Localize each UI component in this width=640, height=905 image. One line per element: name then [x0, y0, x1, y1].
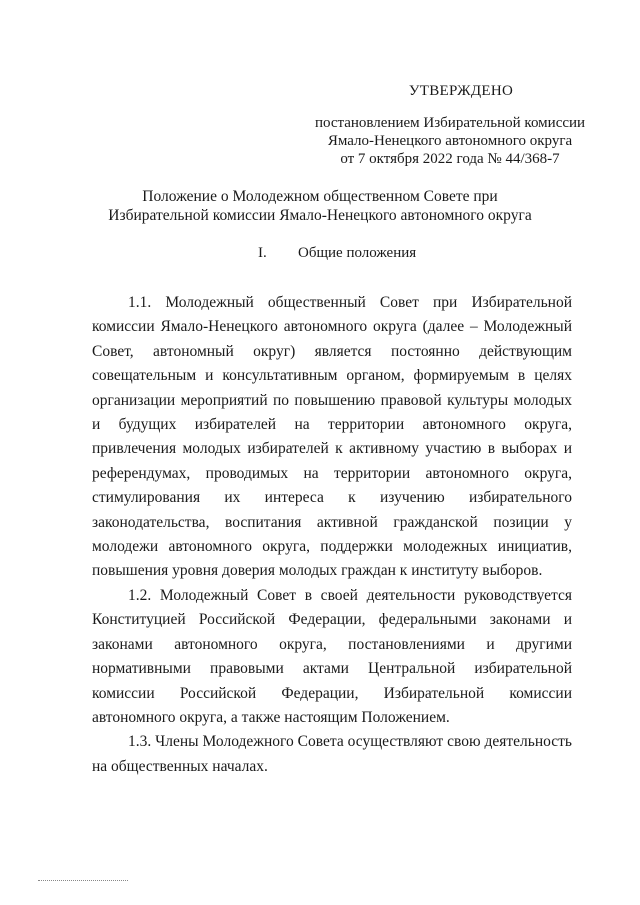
section-number: I. — [258, 245, 267, 261]
document-title-line-1: Положение о Молодежном общественном Совете при — [142, 188, 498, 205]
approval-line-2: Ямало-Ненецкого автономного округа — [327, 133, 573, 149]
paragraph-1-3: 1.3. Члены Молодежного Совета осуществляют свою деятельность на общественных началах. — [92, 733, 572, 775]
paragraph-1-1: 1.1. Молодежный общественный Совет при Избирательной комиссии Ямало-Ненецкого автономного округа (далее – Молодежный Совет, автономный округ) является постоянно действующим совещательным и консультативным органом, формируемым в целях организации мероприятий по повышению правовой культуры молодых и будущих избирателей на территории автономного округа, привлечения молодых избирателей к активному участию в выборах и референдумах, проводимых на территории автономного округа, стимулирования их интереса к изучению избирательного законодательства, воспитания активной гражданской позиции у молодежи автономного округа, поддержки молодежных инициатив, повышения уровня доверия молодых граждан к институту выборов. — [92, 294, 572, 580]
footer-divider — [38, 880, 128, 882]
section-heading — [258, 245, 416, 262]
document-title — [0, 187, 640, 225]
section-title: Общие положения — [298, 245, 417, 261]
approval-line-1: постановлением Избирательной комиссии — [314, 115, 586, 131]
approval-line-3: от 7 октября 2022 года № 44/368-7 — [340, 151, 560, 167]
approval-details — [300, 114, 600, 168]
approval-title: УТВЕРЖДЕНО — [408, 83, 514, 99]
document-title-line-2: Избирательной комиссии Ямало-Ненецкого автономного округа — [108, 207, 532, 224]
document-body — [92, 291, 572, 779]
paragraph-1-2: 1.2. Молодежный Совет в своей деятельности руководствуется Конституцией Российской Федерации, федеральными законами и законами автономного округа, постановлениями и другими нормативными правовыми актами Центральной избирательной комиссии Российской Федерации, Избирательной комиссии автономного округа, а также настоящим Положением. — [92, 586, 572, 726]
